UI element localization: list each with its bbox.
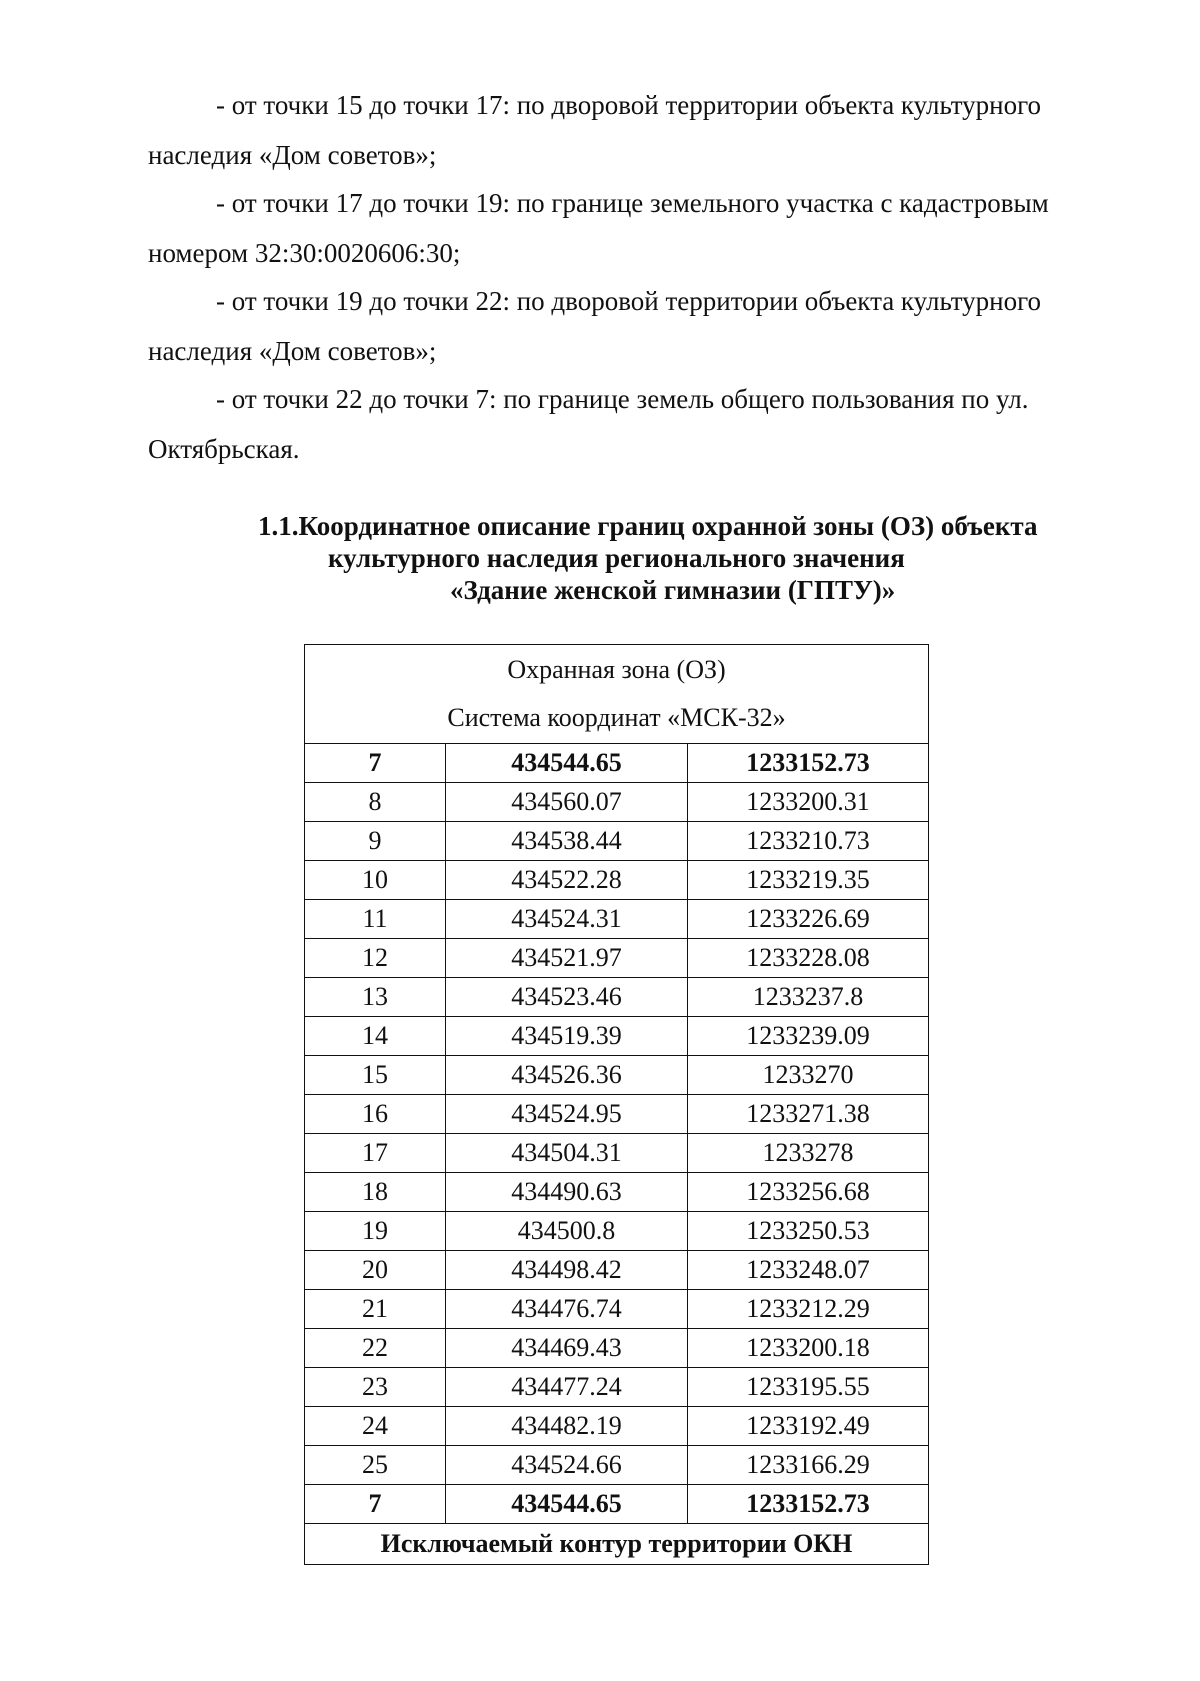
point-number-cell: 14: [305, 1017, 446, 1056]
x-coordinate-cell: 434521.97: [446, 939, 688, 978]
x-coordinate-cell: 434469.43: [446, 1329, 688, 1368]
paragraph-1: [148, 80, 1110, 180]
paragraph-line: Октябрьская.: [148, 434, 300, 464]
point-number-cell: 20: [305, 1251, 446, 1290]
point-number-cell: 15: [305, 1056, 446, 1095]
table-row: [305, 1446, 929, 1485]
point-number-cell: 9: [305, 822, 446, 861]
table-row: [305, 1368, 929, 1407]
table-row: [305, 978, 929, 1017]
x-coordinate-cell: 434504.31: [446, 1134, 688, 1173]
table-row: [305, 1485, 929, 1524]
table-row: [305, 783, 929, 822]
table-header-system: Система координат «МСК-32»: [447, 703, 786, 732]
point-number-cell: 17: [305, 1134, 446, 1173]
table-row: [305, 1095, 929, 1134]
y-coordinate-cell: 1233195.55: [688, 1368, 929, 1407]
x-coordinate-cell: 434544.65: [446, 1485, 688, 1524]
x-coordinate-cell: 434524.66: [446, 1446, 688, 1485]
paragraph-line: - от точки 17 до точки 19: по границе земельного участка с кадастровым: [216, 188, 1049, 218]
point-number-cell: 13: [305, 978, 446, 1017]
y-coordinate-cell: 1233200.18: [688, 1329, 929, 1368]
table-row: [305, 1017, 929, 1056]
heading-line-3: «Здание женской гимназии (ГПТУ)»: [450, 575, 896, 605]
y-coordinate-cell: 1233192.49: [688, 1407, 929, 1446]
x-coordinate-cell: 434524.31: [446, 900, 688, 939]
y-coordinate-cell: 1233250.53: [688, 1212, 929, 1251]
table-row: [305, 1212, 929, 1251]
point-number-cell: 12: [305, 939, 446, 978]
point-number-cell: 21: [305, 1290, 446, 1329]
point-number-cell: 25: [305, 1446, 446, 1485]
point-number-cell: 23: [305, 1368, 446, 1407]
y-coordinate-cell: 1233228.08: [688, 939, 929, 978]
x-coordinate-cell: 434544.65: [446, 744, 688, 783]
y-coordinate-cell: 1233210.73: [688, 822, 929, 861]
table-footer-cell: Исключаемый контур территории ОКН: [305, 1524, 929, 1565]
x-coordinate-cell: 434490.63: [446, 1173, 688, 1212]
table-row: [305, 1329, 929, 1368]
x-coordinate-cell: 434526.36: [446, 1056, 688, 1095]
paragraph-line: наследия «Дом советов»;: [148, 140, 437, 170]
y-coordinate-cell: 1233270: [688, 1056, 929, 1095]
x-coordinate-cell: 434500.8: [446, 1212, 688, 1251]
table-header-row: [305, 645, 929, 744]
coordinates-table: [304, 644, 929, 1565]
table-row: [305, 1407, 929, 1446]
paragraph-line: наследия «Дом советов»;: [148, 336, 437, 366]
y-coordinate-cell: 1233278: [688, 1134, 929, 1173]
paragraph-line: - от точки 15 до точки 17: по дворовой территории объекта культурного: [216, 90, 1042, 120]
paragraph-2: [148, 178, 1110, 278]
x-coordinate-cell: 434538.44: [446, 822, 688, 861]
y-coordinate-cell: 1233248.07: [688, 1251, 929, 1290]
y-coordinate-cell: 1233152.73: [688, 744, 929, 783]
point-number-cell: 10: [305, 861, 446, 900]
y-coordinate-cell: 1233271.38: [688, 1095, 929, 1134]
x-coordinate-cell: 434524.95: [446, 1095, 688, 1134]
y-coordinate-cell: 1233226.69: [688, 900, 929, 939]
y-coordinate-cell: 1233219.35: [688, 861, 929, 900]
x-coordinate-cell: 434522.28: [446, 861, 688, 900]
table-row: [305, 1290, 929, 1329]
paragraph-line: - от точки 22 до точки 7: по границе земель общего пользования по ул.: [216, 384, 1029, 414]
y-coordinate-cell: 1233212.29: [688, 1290, 929, 1329]
table-row: [305, 900, 929, 939]
table-row: [305, 822, 929, 861]
y-coordinate-cell: 1233200.31: [688, 783, 929, 822]
table-footer-row: [305, 1524, 929, 1565]
point-number-cell: 24: [305, 1407, 446, 1446]
x-coordinate-cell: 434519.39: [446, 1017, 688, 1056]
table-row: [305, 1056, 929, 1095]
y-coordinate-cell: 1233237.8: [688, 978, 929, 1017]
x-coordinate-cell: 434498.42: [446, 1251, 688, 1290]
table-row: [305, 1134, 929, 1173]
table-row: [305, 939, 929, 978]
y-coordinate-cell: 1233239.09: [688, 1017, 929, 1056]
paragraph-line: номером 32:30:0020606:30;: [148, 238, 461, 268]
x-coordinate-cell: 434482.19: [446, 1407, 688, 1446]
point-number-cell: 16: [305, 1095, 446, 1134]
point-number-cell: 18: [305, 1173, 446, 1212]
paragraph-line: - от точки 19 до точки 22: по дворовой территории объекта культурного: [216, 286, 1042, 316]
paragraph-4: [148, 374, 1110, 474]
point-number-cell: 11: [305, 900, 446, 939]
y-coordinate-cell: 1233256.68: [688, 1173, 929, 1212]
table-row: [305, 1173, 929, 1212]
point-number-cell: 8: [305, 783, 446, 822]
point-number-cell: 22: [305, 1329, 446, 1368]
x-coordinate-cell: 434477.24: [446, 1368, 688, 1407]
table-row: [305, 861, 929, 900]
table-row: [305, 1251, 929, 1290]
table-header-zone: Охранная зона (ОЗ): [507, 655, 726, 684]
y-coordinate-cell: 1233152.73: [688, 1485, 929, 1524]
table-row: [305, 744, 929, 783]
table-header-cell: [305, 645, 929, 744]
x-coordinate-cell: 434523.46: [446, 978, 688, 1017]
heading-line-1: 1.1.Координатное описание границ охранной зоны (ОЗ) объекта: [258, 511, 1038, 541]
x-coordinate-cell: 434560.07: [446, 783, 688, 822]
paragraph-3: [148, 276, 1110, 376]
point-number-cell: 19: [305, 1212, 446, 1251]
x-coordinate-cell: 434476.74: [446, 1290, 688, 1329]
y-coordinate-cell: 1233166.29: [688, 1446, 929, 1485]
point-number-cell: 7: [305, 1485, 446, 1524]
point-number-cell: 7: [305, 744, 446, 783]
heading-line-2: культурного наследия регионального значения: [328, 543, 905, 573]
